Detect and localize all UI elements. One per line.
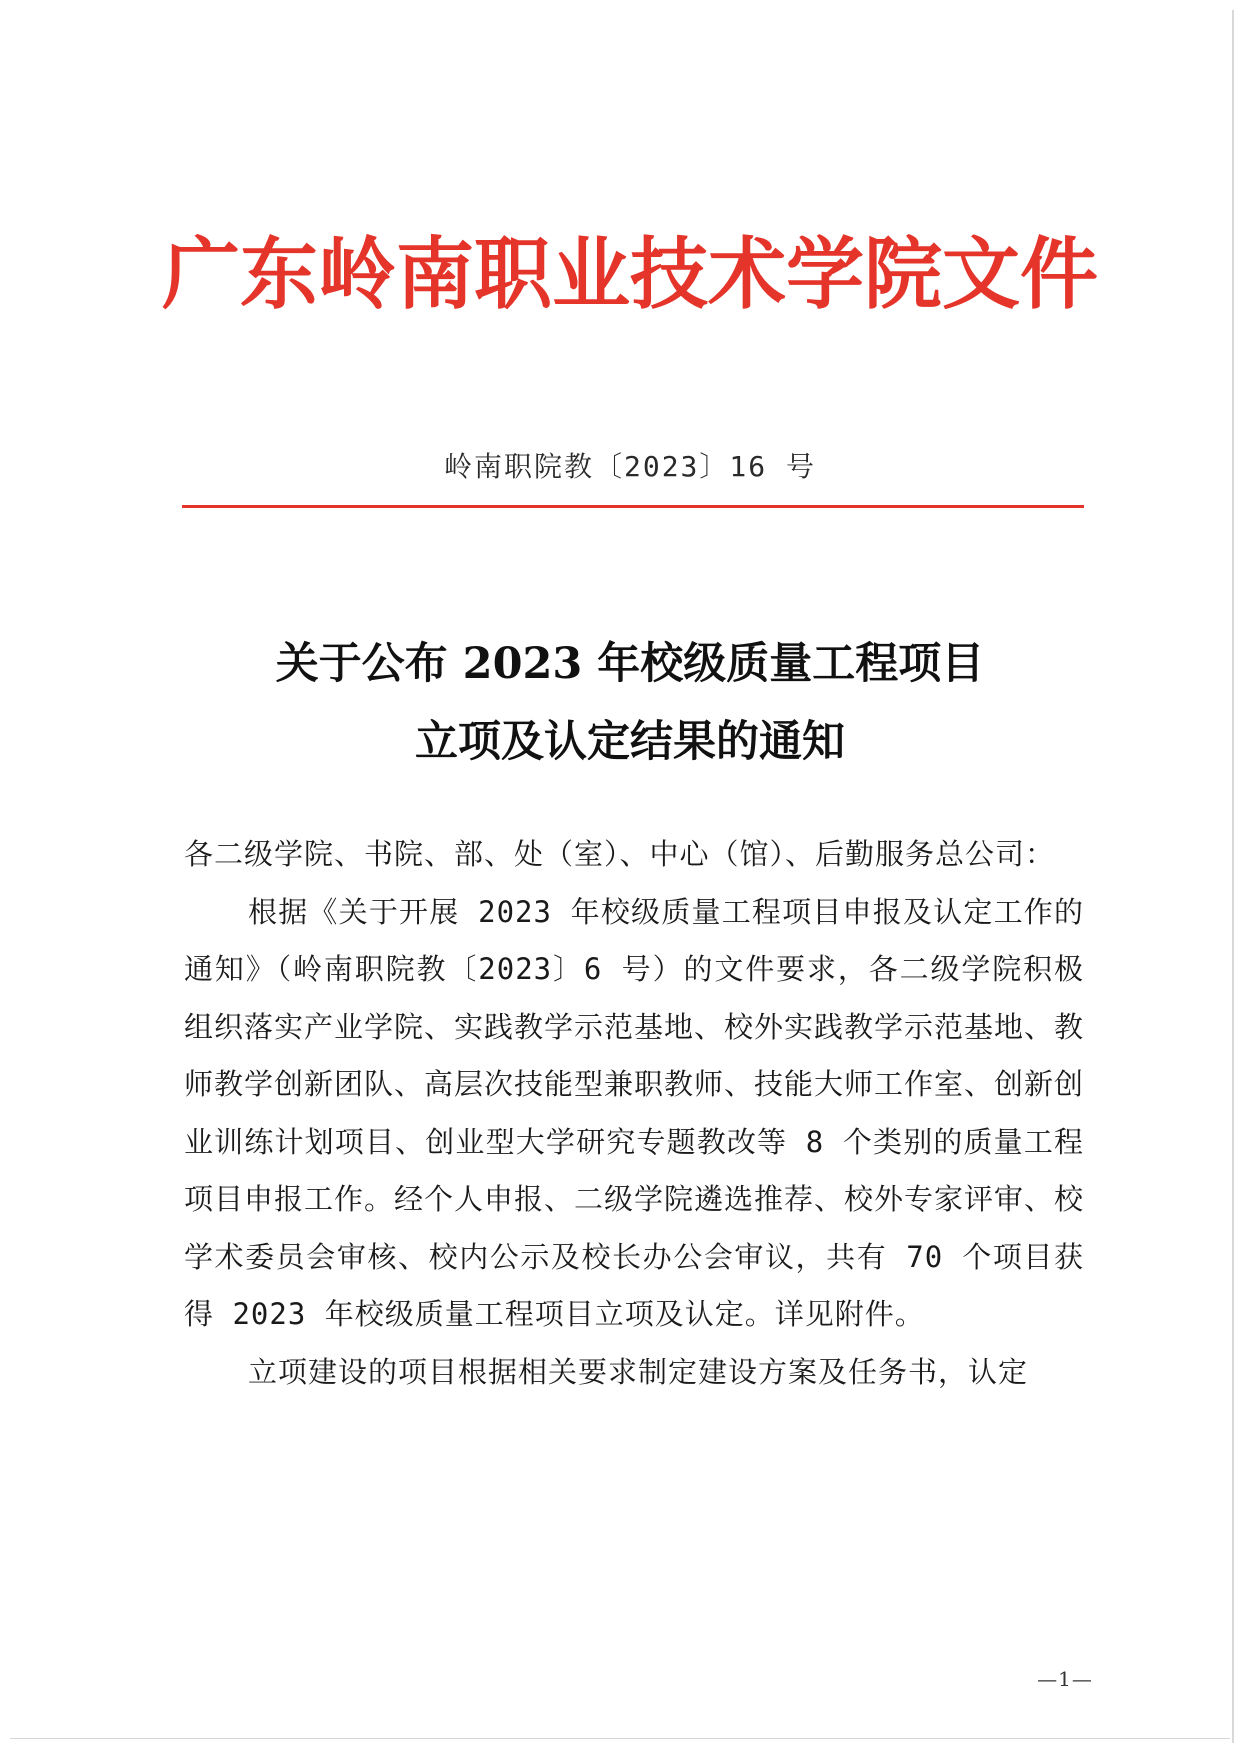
salutation: 各二级学院、书院、部、处（室）、中心（馆）、后勤服务总公司： xyxy=(184,837,1056,871)
document-number: 岭南职院教〔2023〕16 号 xyxy=(443,450,816,483)
title-line-2: 立项及认定结果的通知 xyxy=(415,717,845,767)
scan-edge-bottom xyxy=(10,1738,1230,1739)
page-number: —1— xyxy=(1037,1667,1093,1691)
document-body xyxy=(184,826,1084,1401)
document-title xyxy=(150,625,1110,781)
body-paragraph-2: 立项建设的项目根据相关要求制定建设方案及任务书，认定 xyxy=(248,1354,1029,1389)
document-masthead: 广东岭南职业技术学院文件 xyxy=(161,229,1098,320)
scan-edge-right xyxy=(1232,10,1234,1743)
red-divider-line xyxy=(182,505,1084,508)
body-paragraph-1: 根据《关于开展 2023 年校级质量工程项目申报及认定工作的通知》（岭南职院教〔2023〕6 号）的文件要求，各二级学院积极组织落实产业学院、实践教学示范基地、校外实践教学示范基地、教师教学创新团队、高层次技能型兼职教师、技能大师工作室、创新创业训练计划项目、创业型大学研究专题教改等 8 个类别的质量工程项目申报工作。经个人申报、二级学院遴选推荐、校外专家评审、校学术委员会审核、校内公示及校长办公会审议，共有 70 个项目获得 2023 年校级质量工程项目立项及认定。详见附件。 xyxy=(184,894,1085,1331)
title-line-1: 关于公布 2023 年校级质量工程项目 xyxy=(275,639,985,689)
